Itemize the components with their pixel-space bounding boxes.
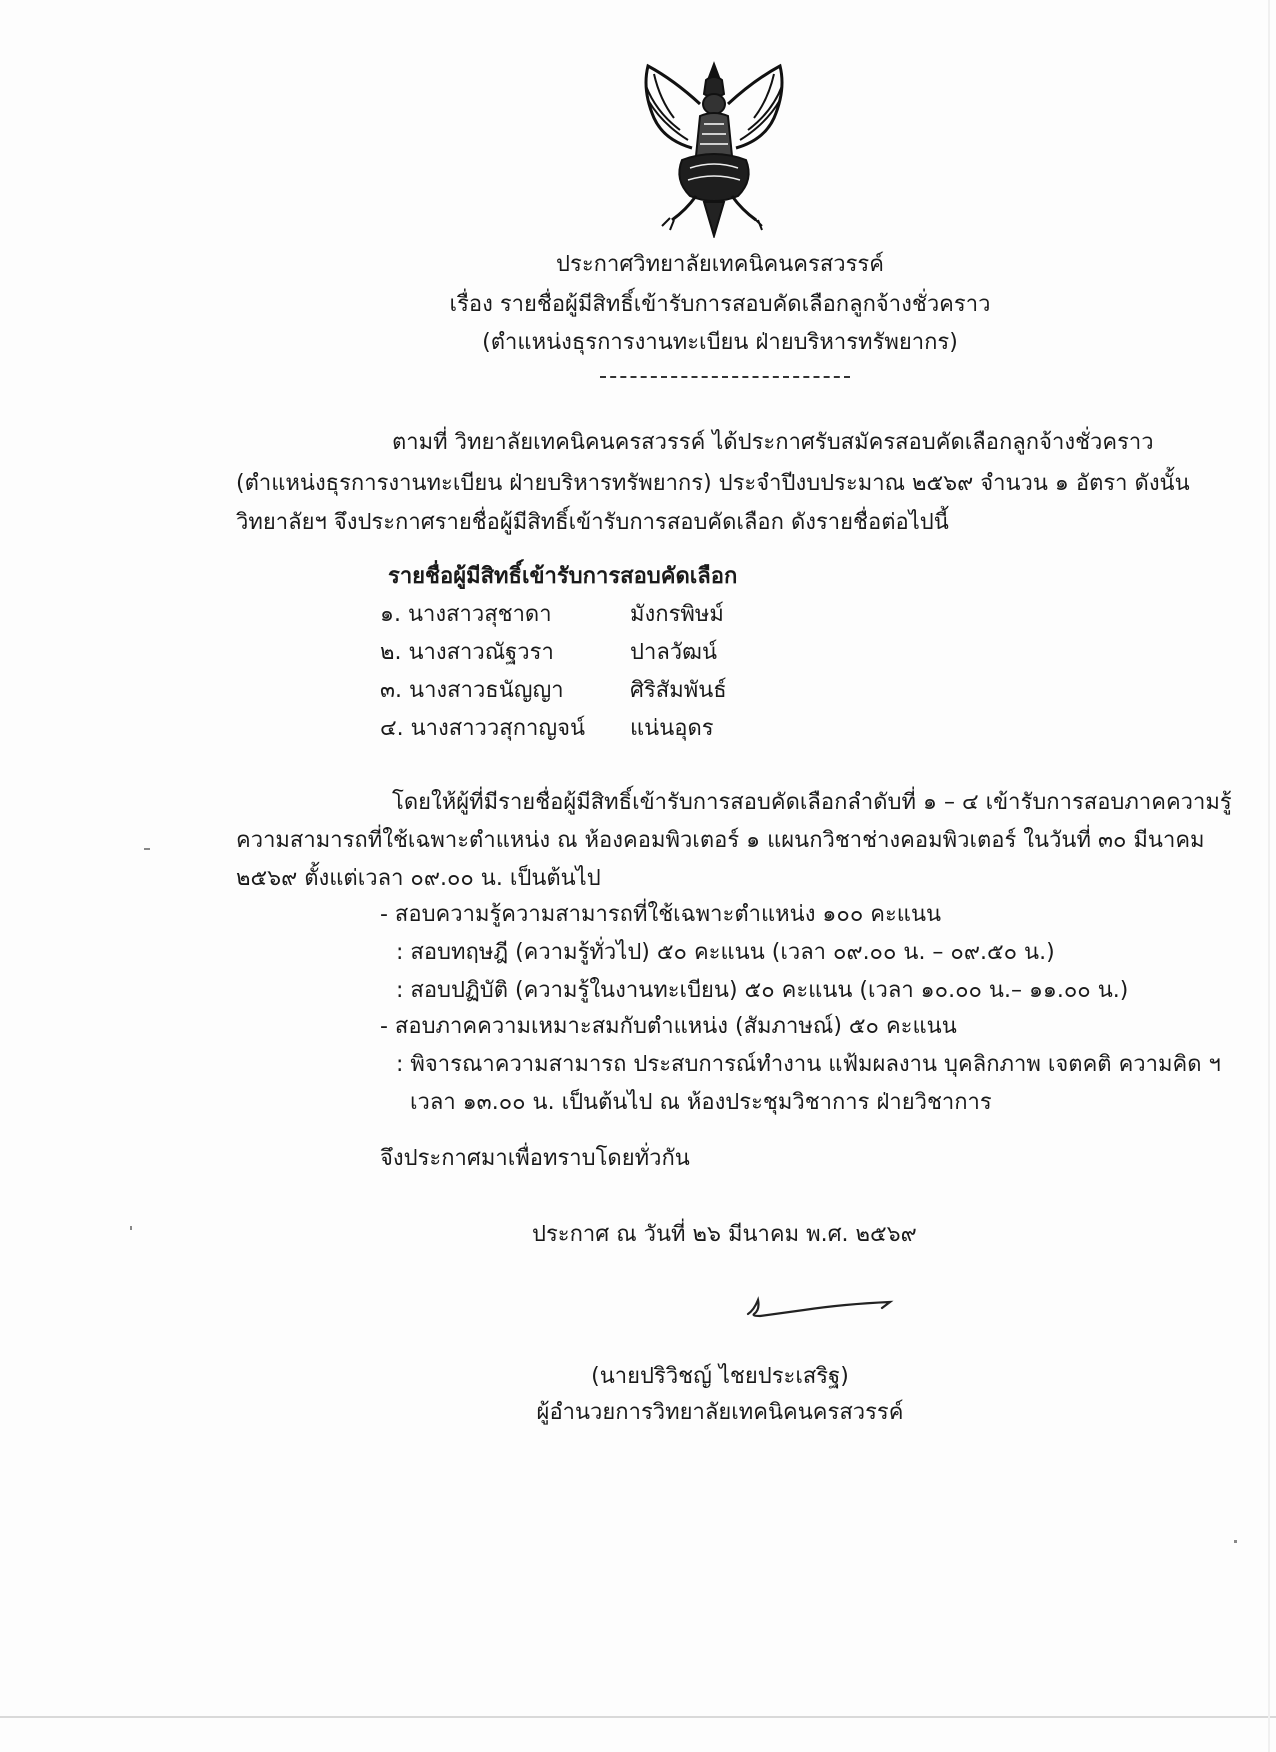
- scan-edge: [1268, 0, 1270, 1752]
- exam-item-criteria: : พิจารณาความสามารถ ประสบการณ์ทำงาน แฟ้มผลงาน บุคลิกภาพ เจตคติ ความคิด ฯ: [396, 1052, 1221, 1077]
- exam-item-theory: : สอบทฤษฎี (ความรู้ทั่วไป) ๕๐ คะแนน (เวลา ๐๙.๐๐ น. – ๐๙.๕๐ น.): [396, 940, 1055, 965]
- candidate-list-title: รายชื่อผู้มีสิทธิ์เข้ารับการสอบคัดเลือก: [388, 564, 738, 589]
- exam-line-1: โดยให้ผู้ที่มีรายชื่อผู้มีสิทธิ์เข้ารับการสอบคัดเลือกลำดับที่ ๑ – ๔ เข้ารับการสอบภาคความรู้: [392, 790, 1232, 815]
- candidate-surname: แน่นอุดร: [630, 716, 714, 741]
- handwritten-signature-icon: [744, 1280, 894, 1320]
- signer-position: ผู้อำนวยการวิทยาลัยเทคนิคนครสวรรค์: [536, 1400, 904, 1425]
- exam-item-practice: : สอบปฏิบัติ (ความรู้ในงานทะเบียน) ๕๐ คะแนน (เวลา ๑๐.๐๐ น.– ๑๑.๐๐ น.): [396, 978, 1129, 1003]
- candidate-name: ๓. นางสาวธนัญญา: [380, 678, 564, 703]
- announcement-position: (ตำแหน่งธุรการงานทะเบียน ฝ่ายบริหารทรัพยากร): [482, 330, 958, 355]
- exam-item-interview: - สอบภาคความเหมาะสมกับตำแหน่ง (สัมภาษณ์) ๕๐ คะแนน: [380, 1014, 957, 1039]
- candidate-surname: ปาลวัฒน์: [630, 640, 718, 665]
- exam-line-2: ความสามารถที่ใช้เฉพาะตำแหน่ง ณ ห้องคอมพิวเตอร์ ๑ แผนกวิชาช่างคอมพิวเตอร์ ในวันที่ ๓๐ มีนาคม: [236, 828, 1205, 853]
- candidate-surname: มังกรพิษม์: [630, 602, 724, 627]
- header-separator: [600, 376, 850, 378]
- scan-edge: [0, 1716, 1276, 1718]
- candidate-name: ๒. นางสาวณัฐวรา: [380, 640, 554, 665]
- exam-item-knowledge: - สอบความรู้ความสามารถที่ใช้เฉพาะตำแหน่ง ๑๐๐ คะแนน: [380, 902, 942, 927]
- intro-line-3: วิทยาลัยฯ จึงประกาศรายชื่อผู้มีสิทธิ์เข้ารับการสอบคัดเลือก ดังรายชื่อต่อไปนี้: [236, 510, 949, 535]
- candidate-surname: ศิริสัมพันธ์: [630, 678, 727, 703]
- announcement-date: ประกาศ ณ วันที่ ๒๖ มีนาคม พ.ศ. ๒๕๖๙: [532, 1222, 917, 1247]
- scan-speck: [144, 848, 150, 850]
- intro-line-1: ตามที่ วิทยาลัยเทคนิคนครสวรรค์ ได้ประกาศรับสมัครสอบคัดเลือกลูกจ้างชั่วคราว: [392, 430, 1154, 455]
- announcement-heading: ประกาศวิทยาลัยเทคนิคนครสวรรค์: [556, 252, 884, 277]
- scan-speck: [130, 1226, 132, 1230]
- scan-speck: [1234, 1540, 1237, 1543]
- signer-name: (นายปริวิชญ์ ไชยประเสริฐ): [591, 1364, 849, 1389]
- candidate-name: ๔. นางสาววสุกาญจน์: [380, 716, 586, 741]
- intro-line-2: (ตำแหน่งธุรการงานทะเบียน ฝ่ายบริหารทรัพยากร) ประจำปีงบประมาณ ๒๕๖๙ จำนวน ๑ อัตรา ดังนั้น: [236, 471, 1190, 496]
- exam-line-3: ๒๕๖๙ ตั้งแต่เวลา ๐๙.๐๐ น. เป็นต้นไป: [236, 866, 601, 891]
- garuda-emblem-icon: [634, 60, 794, 238]
- exam-item-interview-time: เวลา ๑๓.๐๐ น. เป็นต้นไป ณ ห้องประชุมวิชาการ ฝ่ายวิชาการ: [410, 1090, 992, 1115]
- closing-statement: จึงประกาศมาเพื่อทราบโดยทั่วกัน: [380, 1146, 690, 1171]
- announcement-subject: เรื่อง รายชื่อผู้มีสิทธิ์เข้ารับการสอบคัดเลือกลูกจ้างชั่วคราว: [449, 292, 991, 317]
- candidate-name: ๑. นางสาวสุชาดา: [380, 602, 552, 627]
